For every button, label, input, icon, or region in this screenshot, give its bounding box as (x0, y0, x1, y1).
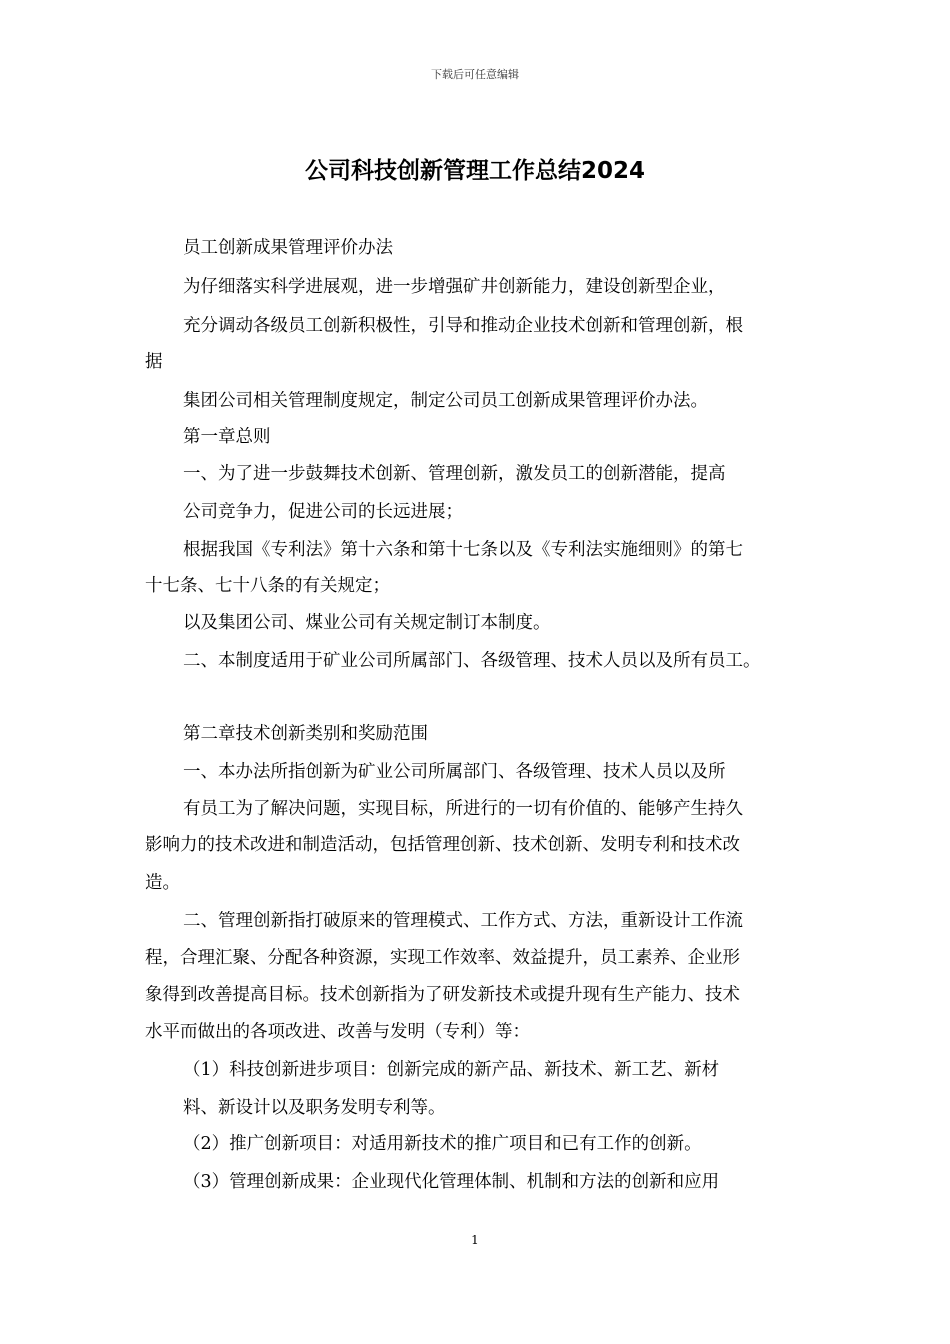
text-line: 为仔细落实科学进展观，进一步增强矿井创新能力，建设创新型企业， (183, 277, 726, 297)
text-line: 根据我国《专利法》第十六条和第十七条以及《专利法实施细则》的第七 (183, 540, 743, 560)
text-line: 一、为了进一步鼓舞技术创新、管理创新，激发员工的创新潜能，提高 (183, 464, 726, 484)
text-line: 二、本制度适用于矿业公司所属部门、各级管理、技术人员以及所有员工。 (183, 651, 761, 671)
text-line: 有员工为了解决问题，实现目标，所进行的一切有价值的、能够产生持久 (183, 799, 743, 819)
text-line: 十七条、七十八条的有关规定； (145, 576, 390, 596)
page-number: 1 (471, 1233, 479, 1247)
text-line: 影响力的技术改进和制造活动，包括管理创新、技术创新、发明专利和技术改 (145, 835, 740, 855)
document-title: 公司科技创新管理工作总结2024 (304, 158, 645, 184)
text-line: （2）推广创新项目：对适用新技术的推广项目和已有工作的创新。 (183, 1134, 702, 1154)
text-line: 充分调动各级员工创新积极性，引导和推动企业技术创新和管理创新，根 (183, 316, 743, 336)
text-line: 一、本办法所指创新为矿业公司所属部门、各级管理、技术人员以及所 (183, 762, 726, 782)
text-line: 第一章总则 (183, 427, 271, 447)
text-line: （1）科技创新进步项目：创新完成的新产品、新技术、新工艺、新材 (183, 1060, 720, 1080)
text-line: 造。 (145, 873, 180, 893)
text-line: （3）管理创新成果：企业现代化管理体制、机制和方法的创新和应用 (183, 1172, 720, 1192)
text-line: 公司竞争力，促进公司的长远进展； (183, 502, 463, 522)
text-line: 二、管理创新指打破原来的管理模式、工作方式、方法，重新设计工作流 (183, 911, 743, 931)
text-line: 料、新设计以及职务发明专利等。 (183, 1098, 446, 1118)
text-line: 以及集团公司、煤业公司有关规定制订本制度。 (183, 613, 551, 633)
text-line: 象得到改善提高目标。技术创新指为了研发新技术或提升现有生产能力、技术 (145, 985, 740, 1005)
text-line: 程，合理汇聚、分配各种资源，实现工作效率、效益提升，员工素养、企业形 (145, 948, 740, 968)
text-line: 员工创新成果管理评价办法 (183, 238, 393, 258)
text-line: 水平而做出的各项改进、改善与发明（专利）等： (145, 1022, 530, 1042)
text-line: 据 (145, 352, 163, 372)
header-note: 下载后可任意编辑 (431, 68, 519, 81)
text-line: 集团公司相关管理制度规定，制定公司员工创新成果管理评价办法。 (183, 391, 708, 411)
text-line: 第二章技术创新类别和奖励范围 (183, 724, 428, 744)
